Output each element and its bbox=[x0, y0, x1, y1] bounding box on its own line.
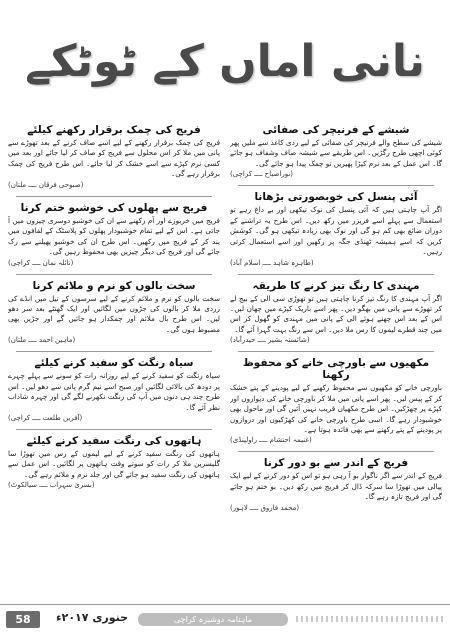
article-heading: شیشے کے فرنیچر کی صفائی bbox=[262, 124, 410, 136]
article-kitchen-flies bbox=[230, 355, 442, 444]
article-body: ہاتھوں کی رنگت سفید کرنے کے لیے لیموں کے رس میں تھوڑا سا گلیسرین ملا کر رات کو سوتے وقت ہاتھوں پر لگائیں۔ اس عمل سے ہاتھوں کی رنگت سفید ہو جائے گی اور جلد نرم و ملائم رہے گی۔ bbox=[8, 449, 220, 479]
page-footer bbox=[0, 604, 450, 632]
article-body: فریج میں خربوزے اور آم رکھنے سے ان کی خوشبو دوسری چیزوں میں آ جاتی ہے۔ اس کے لیے تمام خوشبودار پھلوں کو پلاسٹک کے لفافوں میں بند کر کے فریج میں رکھیں۔ اس طرح ان کی خوشبو پھیلنے سے رک جائے گی اور فریج کی دیگر چیزیں بھی محفوظ رہیں گی۔ bbox=[8, 215, 220, 257]
divider bbox=[16, 274, 212, 275]
article-credit: (محمد فاروق ــــ لاہور) bbox=[230, 503, 300, 512]
article-fruit-smell bbox=[8, 200, 220, 267]
article-heading: سیاہ رنگت کو سفید کرنے کیلئے bbox=[34, 357, 194, 370]
article-credit: (بسریٰ سہراب ــــ سیالکوٹ) bbox=[8, 481, 95, 490]
issue-date: جنوری ۲۰۱۷ء bbox=[56, 611, 129, 624]
article-fridge-odor bbox=[230, 455, 442, 511]
article-credit: (آفرین طلعت ــــ کراچی) bbox=[8, 414, 83, 422]
article-body: سیاہ رنگت کو سفید کرنے کے لیے روزانہ رات کو سونے سے پہلے چہرے پر دودھ کی بالائی لگائیں اور صبح اسے نیم گرم پانی سے دھو لیں۔ اس طرح چند ہی دنوں میں آپ کی رنگت نکھرنے لگے گی اور چہرہ شاداب نظر آئے گا۔ bbox=[8, 371, 220, 412]
article-heading: مہندی کا رنگ تیز کرنے کا طریقہ bbox=[252, 279, 420, 292]
article-hand-whitening bbox=[8, 433, 220, 489]
divider bbox=[238, 351, 434, 352]
article-henna-color bbox=[230, 278, 442, 345]
article-soft-hair bbox=[8, 278, 220, 345]
article-body: اگر آپ مہندی کا رنگ تیز کرنا چاہتی ہیں تو تھوڑی سی الی کے بیج لے کر تھوڑے سے پانی میں بھگو دیں۔ پھر اسے باریک کپڑے میں چھان لیں۔ اس کے بعد اس چھنے ہوئے الی کے پانی میں مہندی کو گھول کر اس میں چند قطرے لیموں کا رس ملا دیں۔ اس سے رنگ بہت گہرا آئے گا۔ bbox=[230, 293, 442, 334]
article-heading: فریج سے پھلوں کی خوشبو ختم کرنا bbox=[20, 201, 208, 214]
magazine-name: ماہنامہ دوشیزہ کراچی bbox=[138, 613, 288, 626]
article-heading: ہاتھوں کی رنگت سفید کرنے کیلئے bbox=[26, 435, 202, 447]
divider bbox=[16, 429, 212, 430]
article-body: باورچی خانے کو مکھیوں سے محفوظ رکھنے کے لیے پودینے کے پتے خشک کر کے پیس لیں۔ پھر اسے پانی میں ملا کر باورچی خانے کی دیواروں اور کپڑے پر چھڑکیں۔ اس طرح مکھیاں قریب نہیں آئیں گی اور ماحول بھی خوشبودار رہے گا۔ اسی طرح باورچی خانے کی کھڑکیوں اور دروازوں پر پودینے کے پتے رکھنے سے بھی فائدہ ہوتا ہے۔ bbox=[230, 383, 442, 434]
article-eye-pencil bbox=[230, 189, 442, 266]
divider bbox=[238, 274, 434, 275]
article-credit: (نائلہ نمان ــــ کراچی) bbox=[8, 258, 74, 267]
article-body: فریج کی چمک برقرار رکھنے کے لیے اسے صاف کرنے کے بعد تھوڑے سے پانی میں ملا کر اس محلول سے فریج کو صاف کر لیا جائے اور بعد میں کسی نرم کپڑے سے اسے خشک کر لیا جائے۔ اس طرح فریج کی چمک برقرار رہے گی۔ bbox=[8, 138, 220, 179]
divider bbox=[238, 451, 434, 452]
article-credit: (صبوحی فرقان ــــ ملتان) bbox=[8, 180, 84, 189]
page-number: 58 bbox=[6, 611, 40, 628]
divider bbox=[16, 351, 212, 352]
article-body: شیشے کی سطح والے فرنیچر کی صفائی کے لیے ردی کاغذ سے ملیں پھر کوئی اچھی طرح رگڑیں۔ اس طریقے سے شیشہ صاف وشفاف ہو جائے گا۔ اس عمل کے بعد نرم کپڑا پھیریں تو چمک پیدا ہو جائے گی۔ bbox=[230, 138, 442, 168]
article-body: فریج کے اندر سے اگر ناگوار بو آ رہی ہو تو اس کو دور کرنے کے لیے ایک پیالی میں تھوڑا سا سرکہ ڈال کر فریج میں رکھ دیں۔ بو ختم ہو جائے گی اور فریج تازہ رہے گا۔ bbox=[230, 471, 442, 502]
right-column bbox=[230, 122, 442, 600]
article-heading: فریج کے اندر سے بو دور کرنا bbox=[263, 457, 409, 470]
article-heading: فریج کی چمک برقرار رکھنے کیلئے bbox=[27, 124, 201, 136]
footer-decoration bbox=[296, 616, 446, 622]
article-fridge-shine bbox=[8, 122, 220, 189]
article-body: سخت بالوں کو نرم و ملائم کرنے کے لیے سرسوں کے تیل میں انڈے کی زردی ملا کر بالوں کی جڑوں میں لگائیں اور ایک گھنٹے بعد سر دھو لیں۔ اس طرح بال ملائم اور چمکدار ہو جائیں گے اور جڑیں بھی مضبوط ہوں گی۔ bbox=[8, 293, 220, 334]
article-credit: (طاہرہ شاہد ــــ اسلام آباد) bbox=[230, 258, 314, 267]
article-credit: (غنیمہ احتشام ــــ راولپنڈی) bbox=[230, 436, 312, 445]
page-title: نانی اماں کے ٹوٹکے bbox=[25, 35, 425, 87]
article-heading: آئی پنسل کی خوبصورتی بڑھانا bbox=[254, 191, 418, 204]
article-glass-furniture bbox=[230, 122, 442, 178]
article-credit: (نوراصباح ــــ کراچی) bbox=[230, 170, 294, 179]
divider bbox=[238, 185, 434, 186]
article-heading: سخت بالوں کو نرم و ملائم کرنا bbox=[32, 279, 196, 292]
article-credit: (ماہین احمد ــــ ملتان) bbox=[8, 336, 76, 345]
divider bbox=[16, 196, 212, 197]
left-column bbox=[8, 122, 220, 600]
article-columns bbox=[8, 122, 442, 600]
article-skin-whitening bbox=[8, 355, 220, 422]
article-heading: مکھیوں سے باورچی خانے کو محفوظ رکھنا bbox=[242, 357, 430, 382]
article-body: اگر آپ چاہتی ہیں کہ آئی پنسل کی نوک تیکھی اور بے داغ رہے تو استعمال سے پہلے اسے فریزر میں رکھ دیں۔ اس طرح یہ تراشنے کے دوران ضائع بھی کم ہو گی اور نوک بھی زیادہ تیکھی ہو گی۔ کوشش کریں کہ اسے ہمیشہ ٹھنڈی جگہ پر رکھیں اور اسے استعمال کرتی رہیں۔ bbox=[230, 205, 442, 257]
article-credit: (شائستہ بشیر ــــ حیدرآباد) bbox=[230, 336, 310, 345]
title-band bbox=[0, 0, 450, 122]
